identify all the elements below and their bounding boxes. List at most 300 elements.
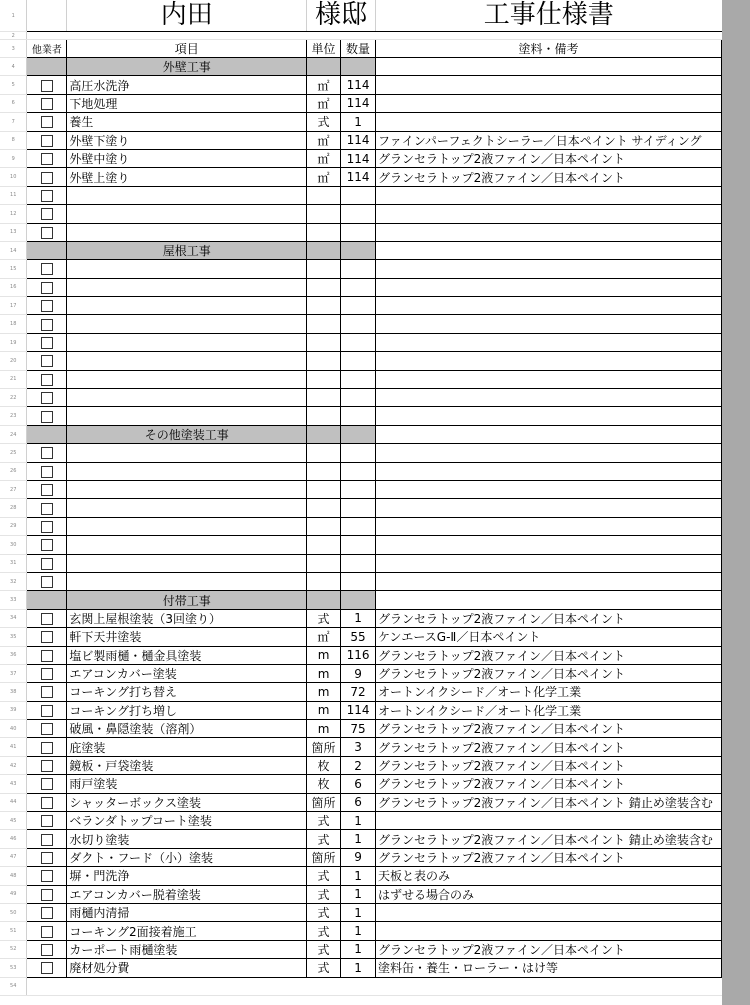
item-cell[interactable]: 水切り塗装 [67,830,307,848]
other-contractor-checkbox[interactable] [41,484,53,496]
table-row [0,720,722,738]
item-cell[interactable]: コーキング2面接着施工 [67,922,307,940]
checkbox-cell [27,940,67,958]
unit-cell[interactable]: 箇所 [307,848,341,866]
unit-cell[interactable]: 箇所 [307,738,341,756]
other-contractor-checkbox[interactable] [41,411,53,423]
section-header-row [0,591,722,609]
notes-cell[interactable] [376,389,722,407]
checkbox-cell [27,499,67,517]
unit-cell[interactable]: 式 [307,830,341,848]
item-cell[interactable]: エアコンカバー脱着塗装 [67,885,307,903]
qty-cell[interactable]: 114 [341,701,376,719]
section-cell-empty [27,425,67,443]
row-number: 35 [0,628,27,646]
checkbox-cell [27,462,67,480]
item-cell[interactable]: 鏡板・戸袋塗装 [67,756,307,774]
row-number: 38 [0,683,27,701]
other-contractor-checkbox[interactable] [41,503,53,515]
table-row [0,738,722,756]
qty-cell[interactable] [341,517,376,535]
table-row [0,352,722,370]
unit-cell[interactable]: 式 [307,609,341,627]
qty-cell[interactable]: 116 [341,646,376,664]
checkbox-cell [27,131,67,149]
qty-cell[interactable] [341,499,376,517]
unit-cell[interactable] [307,370,341,388]
item-cell[interactable]: シャッターボックス塗装 [67,793,307,811]
qty-cell[interactable] [341,444,376,462]
notes-cell[interactable]: グランセラトップ2液ファイン／日本ペイント [376,664,722,682]
notes-cell[interactable] [376,554,722,572]
qty-cell[interactable]: 2 [341,756,376,774]
unit-cell[interactable] [307,333,341,351]
other-contractor-checkbox[interactable] [41,852,53,864]
section-cell-empty [27,591,67,609]
notes-cell[interactable]: グランセラトップ2液ファイン／日本ペイント [376,848,722,866]
unit-cell[interactable] [307,499,341,517]
checkbox-cell [27,885,67,903]
row-number: 48 [0,867,27,885]
unit-cell[interactable]: ㎡ [307,168,341,186]
other-contractor-checkbox[interactable] [41,944,53,956]
row-number: 4 [0,58,27,76]
qty-cell[interactable] [341,389,376,407]
notes-cell[interactable]: オートンイクシード／オート化学工業 [376,683,722,701]
qty-cell[interactable]: 1 [341,113,376,131]
row-number: 17 [0,297,27,315]
item-cell[interactable]: コーキング打ち替え [67,683,307,701]
qty-cell[interactable] [341,315,376,333]
unit-cell[interactable]: m [307,646,341,664]
table-row [0,389,722,407]
notes-cell[interactable] [376,205,722,223]
qty-cell[interactable]: 114 [341,149,376,167]
checkbox-cell [27,738,67,756]
unit-cell[interactable] [307,297,341,315]
notes-cell[interactable] [376,572,722,590]
unit-cell[interactable]: ㎡ [307,149,341,167]
vertical-scrollbar[interactable] [722,0,750,1005]
notes-cell[interactable]: グランセラトップ2液ファイン／日本ペイント [376,756,722,774]
other-contractor-checkbox[interactable] [41,116,53,128]
qty-cell[interactable]: 9 [341,848,376,866]
notes-cell[interactable]: グランセラトップ2液ファイン／日本ペイント [376,738,722,756]
unit-cell[interactable]: m [307,720,341,738]
item-cell[interactable] [67,499,307,517]
notes-cell[interactable] [376,223,722,241]
item-cell[interactable] [67,205,307,223]
other-contractor-checkbox[interactable] [41,135,53,147]
unit-cell[interactable]: 箇所 [307,793,341,811]
notes-cell[interactable] [376,186,722,204]
row-number: 49 [0,885,27,903]
table-row [0,536,722,554]
notes-cell[interactable]: グランセラトップ2液ファイン／日本ペイント [376,609,722,627]
table-row [0,830,722,848]
section-header-row [0,58,722,76]
other-contractor-checkbox[interactable] [41,466,53,478]
row-number: 3 [0,40,27,58]
other-contractor-checkbox[interactable] [41,815,53,827]
other-contractor-checkbox[interactable] [41,723,53,735]
unit-cell[interactable]: 式 [307,959,341,977]
qty-cell[interactable]: 1 [341,959,376,977]
unit-cell[interactable] [307,572,341,590]
qty-cell[interactable] [341,480,376,498]
notes-cell[interactable] [376,76,722,94]
item-cell[interactable] [67,278,307,296]
other-contractor-checkbox[interactable] [41,521,53,533]
notes-cell[interactable]: グランセラトップ2液ファイン／日本ペイント [376,168,722,186]
qty-cell[interactable] [341,260,376,278]
item-cell[interactable]: 塩ビ製雨樋・樋金具塗装 [67,646,307,664]
qty-cell[interactable]: 3 [341,738,376,756]
unit-cell[interactable]: ㎡ [307,94,341,112]
row-number: 34 [0,609,27,627]
notes-cell[interactable]: はずせる場合のみ [376,885,722,903]
unit-cell[interactable]: ㎡ [307,628,341,646]
item-cell[interactable]: 雨戸塗装 [67,775,307,793]
other-contractor-checkbox[interactable] [41,962,53,974]
item-cell[interactable]: 外壁上塗り [67,168,307,186]
other-contractor-checkbox[interactable] [41,208,53,220]
checkbox-cell [27,664,67,682]
notes-cell[interactable]: グランセラトップ2液ファイン／日本ペイント 錆止め塗装含む [376,793,722,811]
notes-cell[interactable] [376,94,722,112]
notes-cell[interactable]: グランセラトップ2液ファイン／日本ペイント [376,940,722,958]
notes-cell[interactable] [376,113,722,131]
notes-cell[interactable] [376,333,722,351]
unit-cell[interactable] [307,517,341,535]
row-number: 21 [0,370,27,388]
item-cell[interactable] [67,297,307,315]
notes-cell[interactable] [376,517,722,535]
other-contractor-checkbox[interactable] [41,98,53,110]
other-contractor-checkbox[interactable] [41,447,53,459]
notes-cell[interactable] [376,922,722,940]
other-contractor-checkbox[interactable] [41,539,53,551]
item-cell[interactable] [67,315,307,333]
qty-cell[interactable] [341,554,376,572]
item-cell[interactable] [67,333,307,351]
row-number: 33 [0,591,27,609]
row-number: 1 [0,0,27,32]
item-cell[interactable] [67,554,307,572]
item-cell[interactable]: 雨樋内清掃 [67,903,307,921]
item-cell[interactable] [67,223,307,241]
empty-cell [67,977,722,995]
unit-cell[interactable]: 式 [307,903,341,921]
other-contractor-checkbox[interactable] [41,889,53,901]
checkbox-cell [27,646,67,664]
checkbox-cell [27,848,67,866]
unit-cell[interactable] [307,186,341,204]
qty-cell[interactable]: 9 [341,664,376,682]
notes-cell[interactable] [376,444,722,462]
unit-cell[interactable]: 式 [307,940,341,958]
unit-cell[interactable]: 枚 [307,775,341,793]
qty-cell[interactable] [341,370,376,388]
row-number: 25 [0,444,27,462]
item-cell[interactable] [67,480,307,498]
unit-cell[interactable] [307,278,341,296]
qty-cell[interactable] [341,407,376,425]
notes-cell[interactable]: グランセラトップ2液ファイン／日本ペイント [376,720,722,738]
unit-cell[interactable]: ㎡ [307,131,341,149]
notes-cell[interactable] [376,536,722,554]
unit-cell[interactable] [307,205,341,223]
notes-cell[interactable]: ケンエースG-Ⅱ／日本ペイント [376,628,722,646]
table-row [0,867,722,885]
unit-cell[interactable] [307,444,341,462]
qty-cell[interactable]: 72 [341,683,376,701]
item-cell[interactable] [67,536,307,554]
other-contractor-checkbox[interactable] [41,576,53,588]
item-cell[interactable] [67,462,307,480]
qty-cell[interactable]: 1 [341,922,376,940]
row-number: 19 [0,333,27,351]
other-contractor-checkbox[interactable] [41,392,53,404]
other-contractor-checkbox[interactable] [41,190,53,202]
other-contractor-checkbox[interactable] [41,668,53,680]
item-cell[interactable] [67,370,307,388]
notes-cell[interactable]: グランセラトップ2液ファイン／日本ペイント [376,149,722,167]
other-contractor-checkbox[interactable] [41,319,53,331]
table-row [0,370,722,388]
section-cell-empty [341,241,376,259]
qty-cell[interactable] [341,536,376,554]
item-cell[interactable]: 庇塗装 [67,738,307,756]
qty-cell[interactable]: 6 [341,775,376,793]
unit-cell[interactable] [307,480,341,498]
other-contractor-checkbox[interactable] [41,650,53,662]
row-number: 8 [0,131,27,149]
item-cell[interactable] [67,389,307,407]
qty-cell[interactable]: 114 [341,94,376,112]
other-contractor-checkbox[interactable] [41,907,53,919]
qty-cell[interactable]: 1 [341,609,376,627]
unit-cell[interactable]: 式 [307,812,341,830]
table-row [0,444,722,462]
qty-cell[interactable]: 1 [341,940,376,958]
qty-cell[interactable]: 1 [341,885,376,903]
unit-cell[interactable] [307,223,341,241]
notes-cell[interactable]: 塗料缶・養生・ローラー・はけ等 [376,959,722,977]
qty-cell[interactable]: 1 [341,867,376,885]
item-cell[interactable] [67,444,307,462]
other-contractor-checkbox[interactable] [41,742,53,754]
other-contractor-checkbox[interactable] [41,355,53,367]
checkbox-cell [27,701,67,719]
notes-cell[interactable] [376,812,722,830]
notes-cell[interactable] [376,903,722,921]
row-number: 36 [0,646,27,664]
table-row [0,517,722,535]
table-row [0,793,722,811]
table-row [0,462,722,480]
section-cell-empty [376,425,722,443]
unit-cell[interactable] [307,407,341,425]
item-cell[interactable]: 軒下天井塗装 [67,628,307,646]
other-contractor-checkbox[interactable] [41,300,53,312]
qty-cell[interactable] [341,462,376,480]
other-contractor-checkbox[interactable] [41,263,53,275]
notes-cell[interactable] [376,278,722,296]
item-cell[interactable]: 廃材処分費 [67,959,307,977]
qty-cell[interactable]: 114 [341,168,376,186]
unit-cell[interactable] [307,554,341,572]
item-cell[interactable]: 玄関上屋根塗装（3回塗り） [67,609,307,627]
qty-cell[interactable]: 1 [341,903,376,921]
notes-cell[interactable] [376,352,722,370]
other-contractor-checkbox[interactable] [41,870,53,882]
table-row [0,812,722,830]
item-cell[interactable]: エアコンカバー塗装 [67,664,307,682]
notes-cell[interactable]: グランセラトップ2液ファイン／日本ペイント [376,646,722,664]
other-contractor-checkbox[interactable] [41,760,53,772]
qty-cell[interactable]: 114 [341,131,376,149]
row-number: 45 [0,812,27,830]
notes-cell[interactable] [376,407,722,425]
item-cell[interactable]: ベランダトップコート塗装 [67,812,307,830]
checkbox-cell [27,370,67,388]
qty-cell[interactable] [341,572,376,590]
unit-cell[interactable] [307,315,341,333]
checkbox-cell [27,554,67,572]
item-cell[interactable]: コーキング打ち増し [67,701,307,719]
table-row [0,186,722,204]
other-contractor-checkbox[interactable] [41,80,53,92]
other-contractor-checkbox[interactable] [41,374,53,386]
other-contractor-checkbox[interactable] [41,926,53,938]
row-number: 37 [0,664,27,682]
qty-cell[interactable] [341,352,376,370]
notes-cell[interactable]: ファインパーフェクトシーラー／日本ペイント サイディング [376,131,722,149]
other-contractor-checkbox[interactable] [41,282,53,294]
unit-cell[interactable]: 式 [307,922,341,940]
notes-cell[interactable] [376,462,722,480]
other-contractor-checkbox[interactable] [41,705,53,717]
item-cell[interactable]: 塀・門洗浄 [67,867,307,885]
other-contractor-checkbox[interactable] [41,153,53,165]
other-contractor-checkbox[interactable] [41,797,53,809]
qty-cell[interactable]: 75 [341,720,376,738]
qty-cell[interactable]: 1 [341,830,376,848]
row-number: 50 [0,903,27,921]
row-number: 23 [0,407,27,425]
table-row [0,94,722,112]
table-row [0,756,722,774]
other-contractor-checkbox[interactable] [41,834,53,846]
qty-cell[interactable]: 6 [341,793,376,811]
item-cell[interactable]: 外壁中塗り [67,149,307,167]
checkbox-cell [27,223,67,241]
other-contractor-checkbox[interactable] [41,558,53,570]
qty-cell[interactable] [341,278,376,296]
section-header-row [0,425,722,443]
notes-cell[interactable]: グランセラトップ2液ファイン／日本ペイント 錆止め塗装含む [376,830,722,848]
unit-cell[interactable]: 式 [307,867,341,885]
item-cell[interactable] [67,186,307,204]
item-cell[interactable] [67,407,307,425]
other-contractor-checkbox[interactable] [41,337,53,349]
other-contractor-checkbox[interactable] [41,172,53,184]
notes-cell[interactable] [376,499,722,517]
checkbox-cell [27,352,67,370]
notes-cell[interactable] [376,315,722,333]
qty-cell[interactable] [341,223,376,241]
unit-cell[interactable]: 式 [307,113,341,131]
item-cell[interactable] [67,260,307,278]
notes-cell[interactable]: グランセラトップ2液ファイン／日本ペイント [376,775,722,793]
section-cell-empty [27,241,67,259]
unit-cell[interactable]: 枚 [307,756,341,774]
item-cell[interactable]: 養生 [67,113,307,131]
qty-cell[interactable]: 114 [341,76,376,94]
qty-cell[interactable] [341,333,376,351]
item-cell[interactable] [67,517,307,535]
notes-cell[interactable] [376,480,722,498]
row-number: 20 [0,352,27,370]
checkbox-cell [27,683,67,701]
other-contractor-checkbox[interactable] [41,613,53,625]
item-cell[interactable]: 破風・鼻隠塗装（溶剤） [67,720,307,738]
notes-cell[interactable] [376,370,722,388]
checkbox-cell [27,186,67,204]
notes-cell[interactable]: 天板と表のみ [376,867,722,885]
row-number: 14 [0,241,27,259]
other-contractor-checkbox[interactable] [41,631,53,643]
other-contractor-checkbox[interactable] [41,778,53,790]
unit-cell[interactable]: m [307,683,341,701]
qty-cell[interactable]: 1 [341,812,376,830]
item-cell[interactable]: 外壁下塗り [67,131,307,149]
checkbox-cell [27,959,67,977]
other-contractor-checkbox[interactable] [41,227,53,239]
item-cell[interactable]: カーポート雨樋塗装 [67,940,307,958]
unit-cell[interactable]: ㎡ [307,76,341,94]
item-cell[interactable] [67,572,307,590]
unit-cell[interactable]: 式 [307,885,341,903]
checkbox-cell [27,168,67,186]
row-number: 30 [0,536,27,554]
qty-cell[interactable] [341,186,376,204]
unit-cell[interactable] [307,352,341,370]
item-cell[interactable]: ダクト・フード（小）塗装 [67,848,307,866]
unit-cell[interactable] [307,389,341,407]
unit-cell[interactable] [307,462,341,480]
unit-cell[interactable] [307,260,341,278]
item-cell[interactable]: 下地処理 [67,94,307,112]
unit-cell[interactable]: m [307,664,341,682]
qty-cell[interactable] [341,297,376,315]
row-number: 27 [0,480,27,498]
unit-cell[interactable]: m [307,701,341,719]
item-cell[interactable] [67,352,307,370]
item-cell[interactable]: 高圧水洗浄 [67,76,307,94]
notes-cell[interactable]: オートンイクシード／オート化学工業 [376,701,722,719]
table-row [0,572,722,590]
notes-cell[interactable] [376,297,722,315]
qty-cell[interactable]: 55 [341,628,376,646]
checkbox-cell [27,315,67,333]
table-row [0,168,722,186]
notes-cell[interactable] [376,260,722,278]
unit-cell[interactable] [307,536,341,554]
qty-cell[interactable] [341,205,376,223]
other-contractor-checkbox[interactable] [41,686,53,698]
